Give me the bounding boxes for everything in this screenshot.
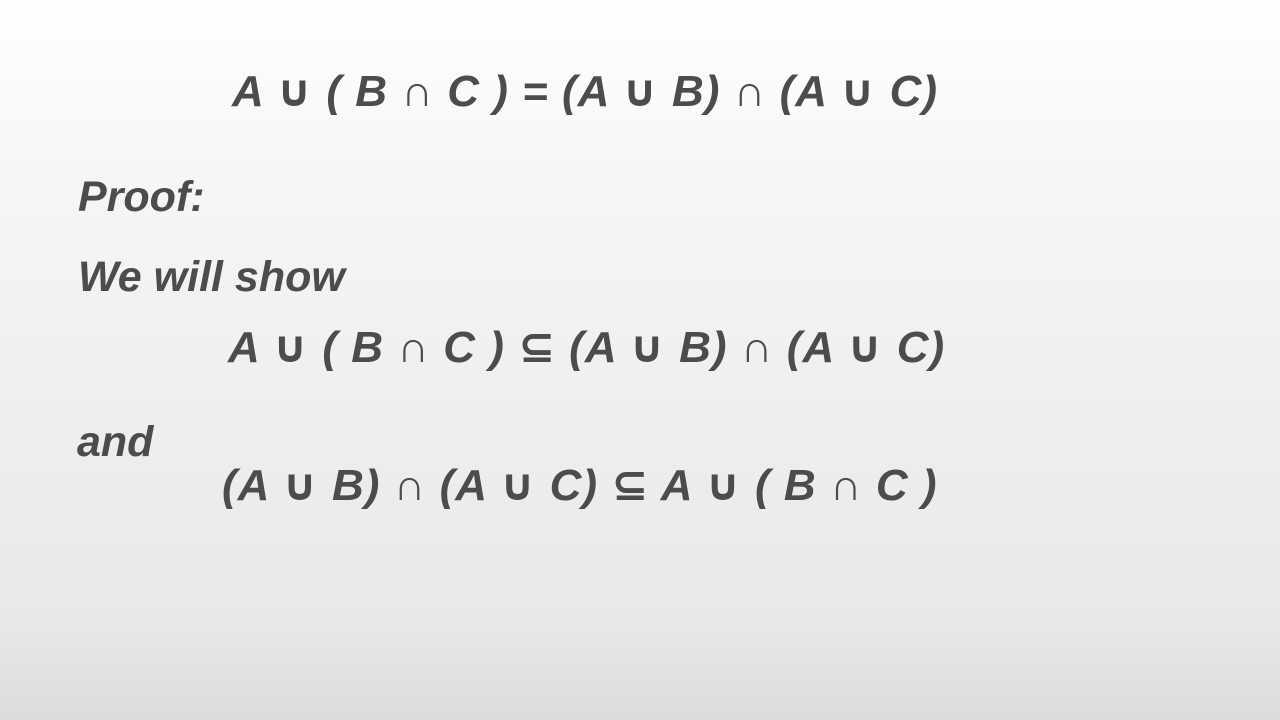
inclusion-reverse: (A ∪ B) ∩ (A ∪ C) ⊆ A ∪ ( B ∩ C ) — [222, 461, 938, 510]
proof-label: Proof: — [78, 173, 205, 221]
theorem-statement: A ∪ ( B ∩ C ) = (A ∪ B) ∩ (A ∪ C) — [232, 67, 939, 116]
inclusion-forward: A ∪ ( B ∩ C ) ⊆ (A ∪ B) ∩ (A ∪ C) — [228, 323, 946, 372]
intro-text: We will show — [78, 253, 345, 301]
connector-and: and — [77, 418, 154, 466]
